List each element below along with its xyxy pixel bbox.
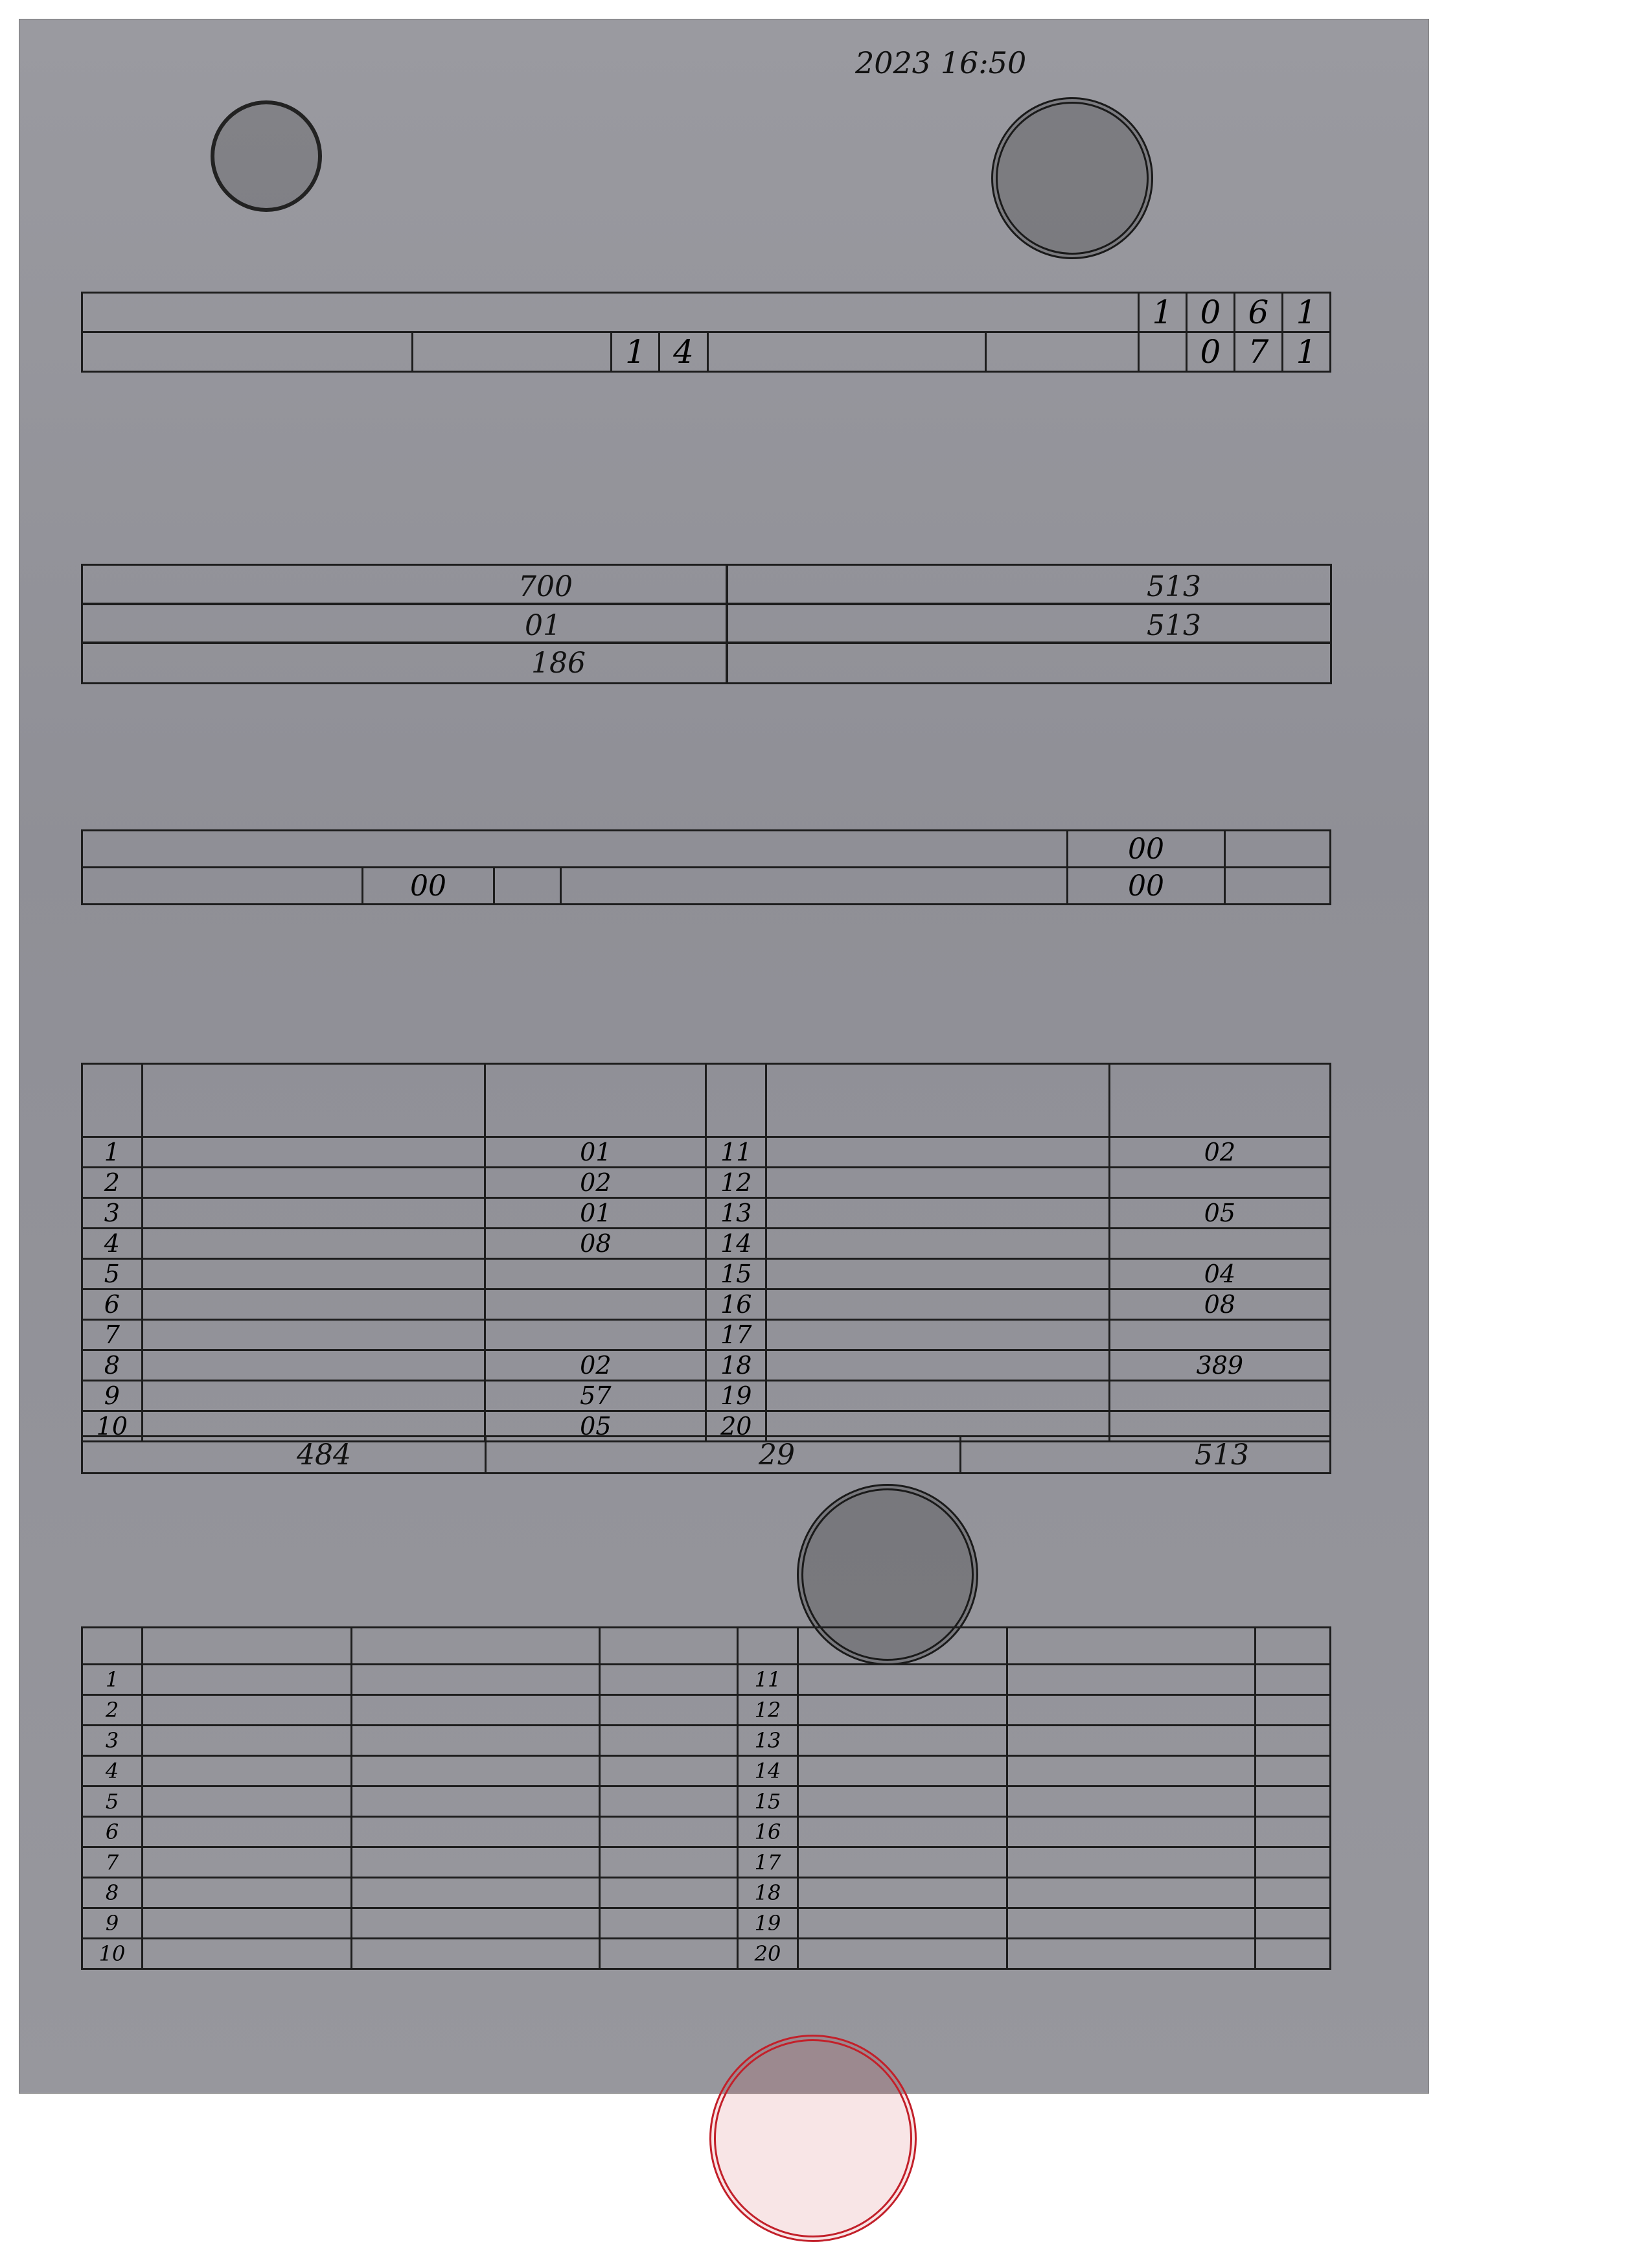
table-row <box>82 1137 1331 1168</box>
party-name <box>1007 1908 1256 1939</box>
party-name <box>352 1908 600 1939</box>
party-name <box>352 1665 600 1695</box>
party-name <box>352 1817 600 1847</box>
signature <box>600 1817 738 1847</box>
table-row <box>82 1817 1331 1847</box>
commune-label-cell <box>707 332 985 372</box>
col-header-party <box>766 1064 1110 1137</box>
row-number: 9 <box>82 1381 143 1411</box>
signature <box>600 1939 738 1969</box>
office-code-digit: 0 <box>1186 293 1234 332</box>
received-datetime-handwritten: 2023 16:50 <box>855 45 1027 80</box>
party-name <box>766 1289 1110 1320</box>
votes-value: 57 <box>485 1381 706 1411</box>
col-header-votes <box>1109 1064 1330 1137</box>
row-number: 5 <box>82 1259 143 1289</box>
col-header-party <box>1007 1628 1256 1665</box>
party-name <box>352 1878 600 1908</box>
voters-voted-value: 513 <box>1147 570 1201 603</box>
signature <box>1256 1665 1331 1695</box>
votes-value <box>1109 1168 1330 1198</box>
party-name <box>352 1847 600 1878</box>
row-number: 14 <box>706 1229 766 1259</box>
total-invalid-value: 29 <box>759 1438 795 1472</box>
table-row <box>82 1878 1331 1908</box>
signer-name <box>798 1695 1007 1726</box>
row-number: 5 <box>82 1786 143 1817</box>
spacer-cell <box>1138 332 1186 372</box>
signature <box>600 1847 738 1878</box>
party-name <box>1007 1817 1256 1847</box>
signature <box>1256 1939 1331 1969</box>
table-row <box>82 831 1331 868</box>
row-number: 3 <box>82 1198 143 1229</box>
col-header-no <box>738 1628 798 1665</box>
col-header-no <box>82 1064 143 1137</box>
unit-cell <box>494 868 561 905</box>
party-name <box>1007 1878 1256 1908</box>
votes-value: 01 <box>485 1137 706 1168</box>
signature <box>1256 1726 1331 1756</box>
row-number: 11 <box>706 1137 766 1168</box>
row-number: 16 <box>706 1289 766 1320</box>
signer-name <box>798 1756 1007 1786</box>
party-name <box>352 1695 600 1726</box>
table-row <box>82 1939 1331 1969</box>
signer-name <box>798 1878 1007 1908</box>
section2-ballot-count-box <box>81 564 1332 684</box>
official-stamp-top <box>991 97 1153 259</box>
signature <box>1256 1878 1331 1908</box>
signer-name <box>143 1726 352 1756</box>
party-name <box>1007 1665 1256 1695</box>
table-row <box>82 1726 1331 1756</box>
table-header-row <box>82 1628 1331 1665</box>
row-number: 7 <box>82 1847 143 1878</box>
table-row <box>82 1320 1331 1350</box>
party-name <box>142 1320 485 1350</box>
party-name <box>766 1320 1110 1350</box>
party-name <box>352 1939 600 1969</box>
complaints-forwarded-value: 00 <box>1068 868 1225 905</box>
office-name-cell <box>82 293 1139 332</box>
table-row <box>82 293 1331 332</box>
signature <box>1256 1817 1331 1847</box>
table-row <box>82 1756 1331 1786</box>
signer-name <box>798 1908 1007 1939</box>
total-valid-cell <box>82 1437 486 1473</box>
complaint-label-cell <box>561 868 1068 905</box>
signer-name <box>143 1847 352 1878</box>
signer-name <box>798 1726 1007 1756</box>
table-row <box>82 1437 1331 1473</box>
scanned-form-sheet <box>19 19 1428 2093</box>
party-name <box>1007 1939 1256 1969</box>
row-number: 19 <box>738 1908 798 1939</box>
commune-code-digit: 1 <box>1282 332 1330 372</box>
row-number: 3 <box>82 1726 143 1756</box>
signature <box>600 1908 738 1939</box>
party-name <box>142 1259 485 1289</box>
row-number: 19 <box>706 1381 766 1411</box>
signer-name <box>798 1939 1007 1969</box>
party-name <box>142 1137 485 1168</box>
table-row <box>82 1908 1331 1939</box>
party-name <box>1007 1756 1256 1786</box>
party-name <box>766 1198 1110 1229</box>
row-number: 4 <box>82 1229 143 1259</box>
signature <box>600 1665 738 1695</box>
section1-identification-table <box>81 292 1331 373</box>
votes-value <box>1109 1229 1330 1259</box>
votes-value: 02 <box>485 1168 706 1198</box>
col-header-name <box>143 1628 352 1665</box>
row-number: 6 <box>82 1817 143 1847</box>
total-valid-value: 484 <box>297 1438 351 1472</box>
section4-totals-table <box>81 1435 1331 1474</box>
row-number: 10 <box>82 1939 143 1969</box>
party-name <box>766 1168 1110 1198</box>
party-name <box>142 1198 485 1229</box>
row-number: 13 <box>738 1726 798 1756</box>
signer-name <box>143 1878 352 1908</box>
signer-name <box>798 1847 1007 1878</box>
signature <box>600 1695 738 1726</box>
table-row <box>82 1786 1331 1817</box>
row-number: 18 <box>738 1878 798 1908</box>
party-name <box>1007 1786 1256 1817</box>
table-row <box>82 1259 1331 1289</box>
office-code-digit: 6 <box>1234 293 1282 332</box>
row-number: 16 <box>738 1817 798 1847</box>
row-number: 18 <box>706 1350 766 1381</box>
section4-results-table <box>81 1063 1331 1442</box>
row-number: 13 <box>706 1198 766 1229</box>
votes-value: 08 <box>485 1229 706 1259</box>
province-name-cell <box>413 332 612 372</box>
spoiled-ballots-value: 01 <box>525 609 561 642</box>
party-name <box>142 1350 485 1381</box>
divider-line <box>81 603 1331 605</box>
row-number: 8 <box>82 1878 143 1908</box>
national-emblem-logo <box>211 100 322 212</box>
row-number: 11 <box>738 1665 798 1695</box>
row-number: 2 <box>82 1695 143 1726</box>
section3-complaints-table <box>81 829 1331 905</box>
col-header-signature <box>1256 1628 1331 1665</box>
total-in-box-cell <box>961 1437 1331 1473</box>
signer-name <box>798 1817 1007 1847</box>
table-row <box>82 1695 1331 1726</box>
office-code-digit: 1 <box>1138 293 1186 332</box>
row-number: 4 <box>82 1756 143 1786</box>
table-row <box>82 1847 1331 1878</box>
party-name <box>142 1289 485 1320</box>
signature <box>1256 1756 1331 1786</box>
row-number: 14 <box>738 1756 798 1786</box>
party-name <box>1007 1847 1256 1878</box>
commune-code-digit: 7 <box>1234 332 1282 372</box>
signature <box>600 1756 738 1786</box>
signer-name <box>143 1695 352 1726</box>
commune-code-digit: 0 <box>1186 332 1234 372</box>
complaints-resolved-value: 00 <box>363 868 494 905</box>
divider-line <box>81 641 1331 644</box>
party-name <box>142 1381 485 1411</box>
signer-name <box>143 1817 352 1847</box>
party-name <box>352 1786 600 1817</box>
row-number: 20 <box>738 1939 798 1969</box>
red-official-stamp-bottom <box>709 2035 917 2242</box>
signature <box>1256 1695 1331 1726</box>
row-number: 12 <box>706 1168 766 1198</box>
ballots-in-box-value: 513 <box>1147 609 1201 642</box>
signer-name <box>798 1786 1007 1817</box>
row-number: 6 <box>82 1289 143 1320</box>
row-number: 12 <box>738 1695 798 1726</box>
signer-name <box>143 1665 352 1695</box>
party-name <box>766 1229 1110 1259</box>
signer-name <box>143 1939 352 1969</box>
table-row <box>82 1229 1331 1259</box>
table-row <box>82 332 1331 372</box>
votes-value <box>485 1289 706 1320</box>
party-name <box>766 1381 1110 1411</box>
complaint-label-cell <box>82 868 363 905</box>
complaint-label-cell <box>82 831 1068 868</box>
row-number: 20 <box>706 1411 766 1442</box>
office-code-digit: 1 <box>1282 293 1330 332</box>
votes-value <box>485 1320 706 1350</box>
table-header-row <box>82 1064 1331 1137</box>
party-name <box>352 1726 600 1756</box>
row-number: 1 <box>82 1137 143 1168</box>
votes-value: 01 <box>485 1198 706 1229</box>
divider-line <box>726 564 728 683</box>
row-number: 1 <box>82 1665 143 1695</box>
row-number: 17 <box>738 1847 798 1878</box>
table-row <box>82 868 1331 905</box>
row-number: 15 <box>738 1786 798 1817</box>
party-name <box>1007 1695 1256 1726</box>
votes-value: 05 <box>485 1411 706 1442</box>
table-row <box>82 1665 1331 1695</box>
signature <box>1256 1786 1331 1817</box>
province-code-digit: 4 <box>660 332 707 372</box>
votes-value: 02 <box>1109 1137 1330 1168</box>
total-in-box-value: 513 <box>1195 1438 1249 1472</box>
province-code-digit: 1 <box>612 332 660 372</box>
signer-name <box>798 1665 1007 1695</box>
table-row <box>82 1350 1331 1381</box>
col-header-votes <box>485 1064 706 1137</box>
province-label-cell <box>82 332 413 372</box>
unit-cell <box>1225 831 1331 868</box>
signer-name <box>143 1786 352 1817</box>
votes-value: 04 <box>1109 1259 1330 1289</box>
total-invalid-cell <box>486 1437 961 1473</box>
unit-cell <box>1225 868 1331 905</box>
votes-value: 389 <box>1109 1350 1330 1381</box>
row-number: 17 <box>706 1320 766 1350</box>
complaints-unresolved-value: 00 <box>1068 831 1225 868</box>
votes-value <box>1109 1320 1330 1350</box>
table-row <box>82 1198 1331 1229</box>
votes-value: 02 <box>485 1350 706 1381</box>
party-name <box>766 1137 1110 1168</box>
party-name <box>142 1168 485 1198</box>
party-name <box>352 1756 600 1786</box>
col-header-signature <box>600 1628 738 1665</box>
party-name <box>1007 1726 1256 1756</box>
col-header-no <box>706 1064 766 1137</box>
commune-name-cell <box>985 332 1138 372</box>
signer-name <box>143 1756 352 1786</box>
col-header-no <box>82 1628 143 1665</box>
row-number: 7 <box>82 1320 143 1350</box>
votes-value <box>485 1259 706 1289</box>
signature <box>600 1726 738 1756</box>
col-header-party <box>352 1628 600 1665</box>
row-number: 8 <box>82 1350 143 1381</box>
signer-name <box>143 1908 352 1939</box>
party-name <box>142 1229 485 1259</box>
signature <box>1256 1908 1331 1939</box>
ballots-received-value: 700 <box>518 570 573 603</box>
row-number: 10 <box>82 1411 143 1442</box>
signature <box>600 1878 738 1908</box>
unused-ballots-value: 186 <box>531 647 586 680</box>
party-name <box>766 1350 1110 1381</box>
votes-value: 05 <box>1109 1198 1330 1229</box>
votes-value <box>1109 1381 1330 1411</box>
table-row <box>82 1168 1331 1198</box>
signature <box>1256 1847 1331 1878</box>
signature <box>600 1786 738 1817</box>
party-name <box>766 1259 1110 1289</box>
section5-signature-table <box>81 1626 1331 1970</box>
col-header-party <box>142 1064 485 1137</box>
row-number: 2 <box>82 1168 143 1198</box>
table-row <box>82 1381 1331 1411</box>
votes-value: 08 <box>1109 1289 1330 1320</box>
row-number: 9 <box>82 1908 143 1939</box>
col-header-name <box>798 1628 1007 1665</box>
row-number: 15 <box>706 1259 766 1289</box>
table-row <box>82 1289 1331 1320</box>
